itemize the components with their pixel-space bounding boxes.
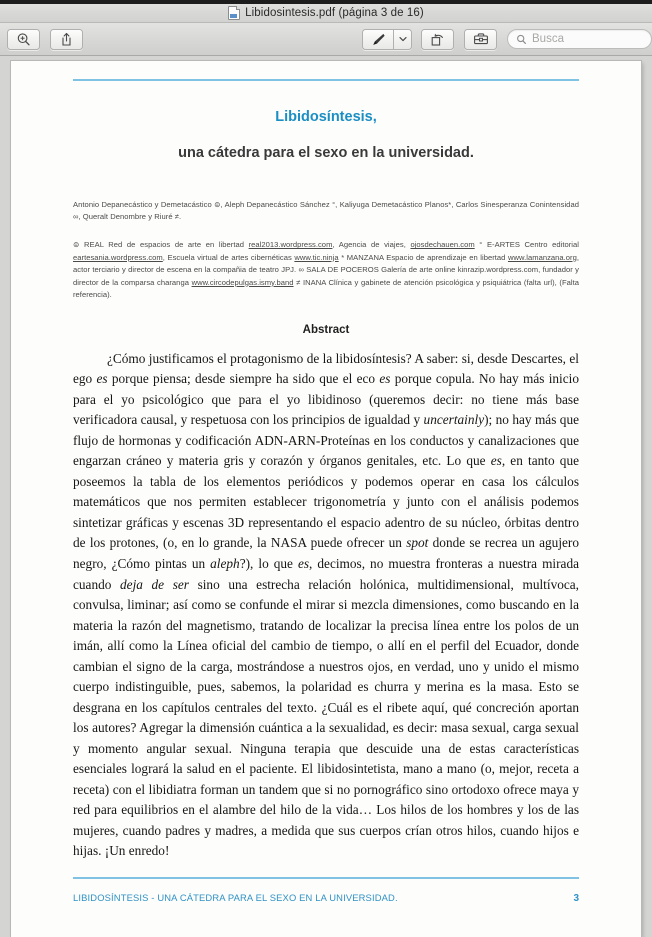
document-scroll-area[interactable] <box>0 56 652 937</box>
markup-pen-icon <box>370 32 386 47</box>
search-field[interactable] <box>507 29 652 49</box>
affiliation-block <box>73 239 579 302</box>
page-subtitle: una cátedra para el sexo en la universidad. <box>178 144 474 161</box>
abstract-run-12: ?), lo que <box>239 555 298 571</box>
affiliation-link-circodepulgas[interactable]: www.circodepulgas.ismy.band <box>191 277 294 287</box>
markup-dropdown-button[interactable] <box>393 29 412 50</box>
window-titlebar <box>0 0 652 23</box>
page-top-rule <box>73 79 579 81</box>
abstract-run-4: porque copula. No hay más inicio para el yo psicológico que para el yo libidinoso (queremos decir: no tiene más base verificadora causal, y respetuosa con los principios de igualdad y <box>73 371 579 428</box>
abstract-run-1: es <box>96 371 108 387</box>
page-footer <box>73 892 579 904</box>
page-title: Libidosíntesis, <box>275 109 377 125</box>
affiliation-text-7: ≠ INANA Clínica y gabinete de atención psicológica y psiquiátrica (falta url), (Falta referencia). <box>73 277 579 300</box>
window-title: Libidosintesis.pdf (página 3 de 16) <box>245 6 424 19</box>
zoom-button[interactable] <box>7 29 40 50</box>
abstract-run-8: , en tanto que poseemos la tabla de los elementos periódicos y podemos operar en casa los cálculos matemáticos que nos permiten establecer trigonometría y junto con el análisis podemos sintetizar gráficas y escenas 3D representando el espacio adentro de su núcleo, órbitas dentro de los protones, (o, en lo grande, la NASA puede ofrecer un <box>73 453 579 551</box>
abstract-run-7: es <box>490 453 502 469</box>
pdf-toolbar <box>0 23 652 56</box>
abstract-heading: Abstract <box>302 323 350 336</box>
abstract-run-2: porque piensa; desde siempre ha sido que el eco <box>107 371 380 387</box>
titlebar-top-edge <box>0 0 652 4</box>
affiliation-link-eartesania[interactable]: eartesania.wordpress.com <box>73 252 163 262</box>
chevron-down-icon <box>398 35 408 43</box>
abstract-run-0: ¿Cómo justificamos el protagonismo de la libidosíntesis? A saber: si, desde Descartes, el ego <box>73 350 579 387</box>
zoom-in-magnifier-icon <box>16 32 31 47</box>
abstract-run-16: sino una estrecha relación holónica, multidimensional, multívoca, convulsa, liminar; así como se confunde el mirar si mezcla dimensiones, como buscando en la materia la razón del magnetismo, tratando de localizar la precisa línea entre los polos de un imán, allí como la Línea oficial del cambio de tiempo, o allí en el perfil del Ecuador, donde cambian el signo de la carga, mostrándose a nuestros ojos, en verdad, uno y unido el mismo cuerpo indistinguible, pues, sabemos, la polaridad es churra y merina es la masa. Esto se desgrana en los capítulos centrales del texto. ¿Cuál es el ribete aquí, qué concreción aportan los autores? Agregar la dimensión cuántica a la sexualidad, es decir: masa sexual, carga sexual y momento angular sexual. Ninguna terapia que descuide una de estas características esenciales logrará la salud en el paciente. El libidosintetista, mano a mano (o, mejor, receta a receta) con el libidiatra forman un tandem que si no pornográfico sino ortodoxo ofrece maya y red para equilibrios en el alambre del hilo de la vida… Los hilos de los hombres y los de las mujeres, cuando padres y madres, a medida que sus cuerpos crían otros hilos, cuando hijos e hijas. ¡Un enredo! <box>73 576 579 859</box>
affiliation-text-1: ⊜ REAL Red de espacios de arte en libertad <box>73 240 249 250</box>
pdf-document-icon <box>228 6 240 20</box>
abstract-run-15: deja de ser <box>120 576 189 592</box>
abstract-run-13: es <box>297 555 310 571</box>
affiliation-link-real2013[interactable]: real2013.wordpress.com <box>248 240 333 250</box>
abstract-run-5: uncertainly <box>423 412 485 428</box>
search-icon <box>516 34 527 45</box>
markup-button[interactable] <box>362 29 393 50</box>
footer-page-number: 3 <box>573 893 579 904</box>
search-input[interactable]: Busca <box>532 33 564 45</box>
affiliation-text-2: , Agencia de viajes, <box>332 240 411 250</box>
toolbox-icon <box>473 32 489 46</box>
affiliation-text-4: , Escuela virtual de artes cibernéticas <box>162 252 295 262</box>
abstract-run-11: aleph <box>210 555 240 571</box>
abstract-run-14: , decimos, no muestra fronteras a nuestra mirada cuando <box>73 555 580 592</box>
rotate-button[interactable] <box>421 29 454 50</box>
affiliation-link-ticninja[interactable]: www.tic.ninja <box>294 252 339 262</box>
window-title-group <box>228 6 424 20</box>
affiliation-link-ojosdechauen[interactable]: ojosdechauen.com <box>410 240 475 250</box>
toolkit-button[interactable] <box>464 29 497 50</box>
affiliation-link-lamanzana[interactable]: www.lamanzana.org <box>507 252 577 262</box>
abstract-body <box>73 349 579 862</box>
pdf-page <box>11 61 641 937</box>
abstract-run-10: donde se recrea un agujero negro, ¿Cómo pintas un <box>73 535 579 571</box>
page-bottom-rule <box>73 877 579 879</box>
affiliation-text-5: * MANZANA Espacio de aprendizaje en libertad <box>338 252 508 262</box>
share-button[interactable] <box>50 29 83 50</box>
footer-running-title: LIBIDOSÍNTESIS - UNA CÁTEDRA PARA EL SEXO EN LA UNIVERSIDAD. <box>73 892 398 903</box>
affiliation-text-3: ° E-ARTES Centro editorial <box>474 240 579 250</box>
abstract-run-6: ); no hay más que flujo de hormonas y codificación ADN-ARN-Proteínas en los conductos y canalizaciones que engarzan cráneo y materia gris y corazón y órganos genitales, etc. Lo que <box>73 412 579 469</box>
abstract-run-9: spot <box>406 535 429 551</box>
abstract-run-3: es <box>379 371 391 387</box>
rotate-right-icon <box>430 32 445 47</box>
affiliation-text-6: , actor terciario y director de escena en la compañia de teatro JPJ. ∞ SALA DE POCEROS Galería de arte online kinrazip.wordpress.com, fundador y director de la comparsa charanga <box>73 252 580 287</box>
author-list: Antonio Depanecástico y Demetacástico ⊜, Aleph Depanecástico Sánchez °, Kaliyuga Demetacástico Planos*, Carlos Sinesperanza Conintensidad ∞, Queralt Denombre y Riuré ≠. <box>73 199 579 221</box>
share-export-icon <box>60 32 73 47</box>
